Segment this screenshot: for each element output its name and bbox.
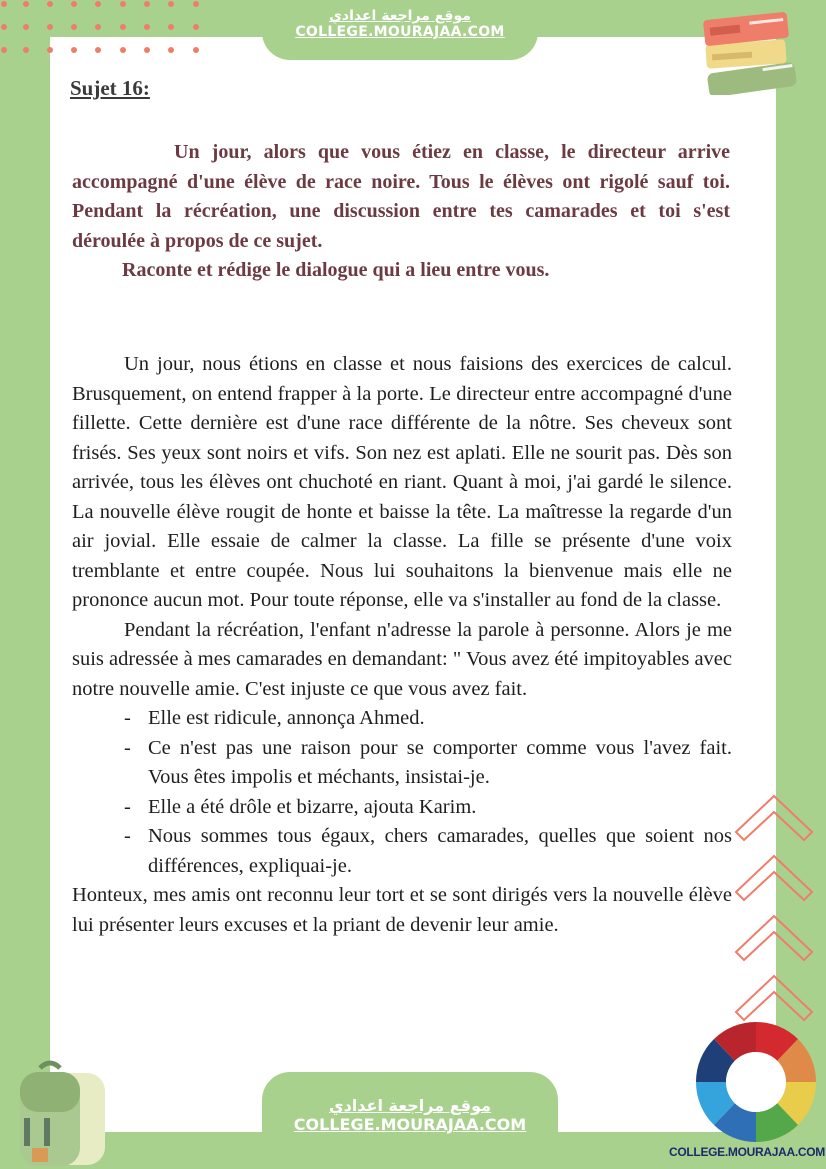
subject-instruction: Raconte et rédige le dialogue qui a lieu entre vous.: [122, 259, 550, 281]
footer-banner: [262, 1072, 558, 1169]
answer-conclusion: Honteux, mes amis ont reconnu leur tort et se sont dirigés vers la nouvelle élève lui présenter leurs excuses et la priant de devenir leur amie.: [72, 884, 732, 936]
header-site-arabic: موقع مراجعة اعدادي: [329, 8, 471, 24]
subjects-wheel-logo: [694, 1020, 818, 1144]
decorative-dots: [0, 0, 200, 60]
header-banner: [262, 0, 538, 60]
subject-statement: [72, 138, 730, 286]
backpack-icon: [10, 1058, 110, 1168]
dialogue-line: - Elle est ridicule, annonça Ahmed.: [72, 704, 732, 734]
dialogue-line: - Ce n'est pas une raison pour se comporter comme vous l'avez fait. Vous êtes impolis et méchants, insistai-je.: [72, 734, 732, 793]
footer-site-url[interactable]: COLLEGE.MOURAJAA.COM: [293, 1115, 527, 1134]
answer-paragraph-1: Un jour, nous étions en classe et nous faisions des exercices de calcul. Brusquement, on entend frapper à la porte. Le directeur entre accompagné d'une fillette. Cette dernière est d'une race différente de la nôtre. Ses cheveux sont frisés. Ses yeux sont noirs et vifs. Son nez est aplati. Elle ne sourit pas. Dès son arrivée, tous les élèves ont chuchoté en riant. Quant à moi, j'ai gardé le silence. La nouvelle élève rougit de honte et baisse la tête. La maîtresse la regarde d'un air jovial. Elle essaie de calmer la classe. La fille se présente d'une voix tremblante et entre coupée. Nous lui souhaitons la bienvenue mais elle ne prononce aucun mot. Pour toute réponse, elle va s'installer au fond de la classe.: [72, 353, 732, 611]
books-stack-icon: [690, 10, 820, 95]
dialogue-list: [72, 704, 732, 881]
answer-text: [72, 350, 732, 940]
frame-left-strip: [0, 0, 52, 1169]
dialogue-line: - Nous sommes tous égaux, chers camarades, quelles que soient nos différences, expliquai-je.: [72, 822, 732, 881]
logo-caption: COLLEGE.MOURAJAA.COM: [668, 1145, 825, 1159]
chevron-up-icons: [734, 790, 826, 1050]
subject-paragraph: Un jour, alors que vous étiez en classe, le directeur arrive accompagné d'une élève de race noire. Tous le élèves ont rigolé sauf toi. Pendant la récréation, une discussion entre tes camarades et toi s'est déroulée à propos de ce sujet.: [72, 141, 730, 252]
header-site-url[interactable]: COLLEGE.MOURAJAA.COM: [295, 24, 505, 40]
answer-paragraph-2: Pendant la récréation, l'enfant n'adresse la parole à personne. Alors je me suis adressée à mes camarades en demandant: " Vous avez été impitoyables avec notre nouvelle amie. C'est injuste ce que vous avez fait.: [72, 618, 732, 700]
footer-site-arabic: موقع مراجعة اعدادي: [328, 1096, 492, 1115]
document-title: Sujet 16:: [70, 76, 150, 100]
dialogue-line: - Elle a été drôle et bizarre, ajouta Karim.: [72, 793, 732, 823]
